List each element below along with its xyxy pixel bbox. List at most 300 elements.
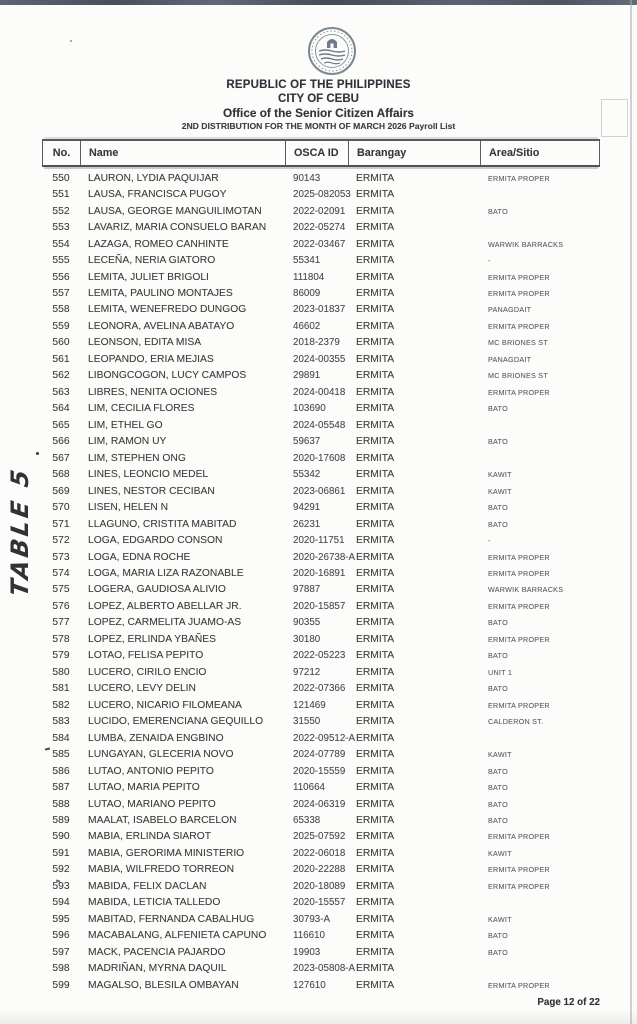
row-number-cell: 591 (52, 847, 70, 859)
table-row (42, 746, 600, 762)
area-sitio-cell: BATO (488, 947, 508, 957)
city-title: CITY OF CEBU (278, 93, 359, 105)
table-row (42, 401, 600, 417)
row-number-cell: 585 (52, 749, 70, 761)
table-row (42, 598, 600, 614)
name-cell: LLAGUNO, CRISTITA MABITAD (88, 518, 237, 530)
name-cell: LOGA, EDNA ROCHE (88, 551, 191, 563)
name-cell: LOGA, MARIA LIZA RAZONABLE (88, 567, 244, 579)
row-number-cell: 580 (52, 666, 70, 678)
barangay-cell: ERMITA (356, 650, 395, 662)
osca-id-cell: 29891 (293, 370, 321, 382)
barangay-cell: ERMITA (356, 963, 395, 975)
table-row (42, 434, 600, 450)
osca-id-cell: 2022-05274 (293, 222, 346, 234)
scan-speck (70, 40, 72, 42)
area-sitio-cell: - (488, 536, 491, 546)
table-row (42, 779, 600, 795)
area-sitio-cell: KAWIT (488, 914, 512, 924)
scan-top-edge (0, 0, 637, 5)
osca-id-cell: 86009 (293, 288, 321, 300)
osca-id-cell: 2023-01837 (293, 304, 346, 316)
area-sitio-cell: ERMITA PROPER (488, 980, 550, 990)
area-sitio-cell: ERMITA PROPER (488, 387, 550, 397)
row-number-cell: 575 (52, 584, 70, 596)
name-cell: LUNGAYAN, GLECERIA NOVO (88, 749, 234, 761)
scan-right-edge (630, 0, 632, 1024)
area-sitio-cell: BATO (488, 931, 508, 941)
name-cell: LEMITA, PAULINO MONTAJES (88, 288, 233, 300)
osca-id-cell: 97887 (293, 584, 321, 596)
barangay-cell: ERMITA (356, 238, 395, 250)
osca-id-cell: 2020-15557 (293, 897, 346, 909)
barangay-cell: ERMITA (356, 551, 395, 563)
table-row (42, 417, 600, 433)
barangay-cell: ERMITA (356, 518, 395, 530)
barangay-cell: ERMITA (356, 749, 395, 761)
area-sitio-cell: ERMITA PROPER (488, 700, 550, 710)
area-sitio-cell: ERMITA PROPER (488, 865, 550, 875)
barangay-cell: ERMITA (356, 732, 395, 744)
table-row (42, 977, 600, 993)
barangay-cell: ERMITA (356, 419, 395, 431)
row-number-cell: 566 (52, 436, 70, 448)
barangay-cell: ERMITA (356, 666, 395, 678)
table-row (42, 730, 600, 746)
row-number-cell: 559 (52, 320, 70, 332)
row-number-cell: 584 (52, 732, 70, 744)
barangay-cell: ERMITA (356, 633, 395, 645)
osca-id-cell: 2020-15559 (293, 765, 346, 777)
row-number-cell: 592 (52, 864, 70, 876)
row-number-cell: 561 (52, 353, 70, 365)
area-sitio-cell: PANAGDAIT (488, 354, 532, 364)
osca-id-cell: 121469 (293, 699, 326, 711)
name-cell: LAUSA, FRANCISCA PUGOY (88, 189, 227, 201)
name-cell: LUCERO, CIRILO ENCIO (88, 666, 207, 678)
table-row (42, 796, 600, 812)
barangay-cell: ERMITA (356, 930, 395, 942)
table-row (42, 895, 600, 911)
name-cell: LUCERO, LEVY DELIN (88, 683, 196, 695)
barangay-cell: ERMITA (356, 255, 395, 267)
row-number-cell: 567 (52, 452, 70, 464)
name-cell: LEOPANDO, ERIA MEJIAS (88, 353, 214, 365)
table-row (42, 812, 600, 828)
osca-id-cell: 2020-17608 (293, 452, 346, 464)
area-sitio-cell: BATO (488, 816, 508, 826)
name-cell: LINES, LEONCIO MEDEL (88, 469, 209, 481)
osca-id-cell: 2022-07366 (293, 683, 346, 695)
osca-id-cell: 127610 (293, 979, 326, 991)
name-cell: LISEN, HELEN N (88, 502, 169, 514)
table-row (42, 615, 600, 631)
row-number-cell: 572 (52, 535, 70, 547)
row-number-cell: 581 (52, 683, 70, 695)
osca-id-cell: 110664 (293, 782, 325, 794)
row-number-cell: 586 (52, 765, 70, 777)
osca-id-cell: 55341 (293, 255, 321, 267)
osca-id-cell: 2023-06861 (293, 485, 346, 497)
osca-id-cell: 65338 (293, 815, 321, 827)
name-cell: LIM, ETHEL GO (88, 419, 163, 431)
barangay-cell: ERMITA (356, 452, 395, 464)
table-row (42, 450, 600, 466)
area-sitio-cell: CALDERON ST. (488, 717, 544, 727)
row-number-cell: 550 (52, 172, 70, 184)
name-cell: LEMITA, WENEFREDO DUNGOG (88, 304, 247, 316)
row-number-cell: 569 (52, 485, 70, 497)
area-sitio-cell: BATO (488, 519, 508, 529)
table-row (42, 697, 600, 713)
distribution-subtitle: 2ND DISTRIBUTION FOR THE MONTH OF MARCH 2026 Payroll List (181, 121, 456, 131)
name-cell: MABIA, ERLINDA SIAROT (88, 831, 212, 843)
barangay-cell: ERMITA (356, 370, 395, 382)
column-header-area-sitio: Area/Sitio (480, 141, 600, 165)
osca-id-cell: 2024-00418 (293, 386, 346, 398)
name-cell: MABIA, GERORIMA MINISTERIO (88, 847, 245, 859)
table-row (42, 631, 600, 647)
area-sitio-cell: BATO (488, 618, 508, 628)
osca-id-cell: 2022-05223 (293, 650, 346, 662)
area-sitio-cell: BATO (488, 766, 508, 776)
table-row (42, 664, 600, 680)
osca-id-cell: 94291 (293, 502, 321, 514)
barangay-cell: ERMITA (356, 304, 395, 316)
area-sitio-cell: ERMITA PROPER (488, 321, 550, 331)
row-number-cell: 589 (52, 815, 70, 827)
table-row (42, 928, 600, 944)
table-row (42, 862, 600, 878)
osca-id-cell: 2020-15857 (293, 600, 346, 612)
table-row (42, 582, 600, 598)
area-sitio-cell: KAWIT (488, 486, 512, 496)
barangay-cell: ERMITA (356, 502, 395, 514)
barangay-cell: ERMITA (356, 469, 395, 481)
row-number-cell: 562 (52, 370, 70, 382)
area-sitio-cell: ERMITA PROPER (488, 832, 550, 842)
name-cell: MABITAD, FERNANDA CABALHUG (88, 913, 255, 925)
barangay-cell: ERMITA (356, 946, 395, 958)
row-number-cell: 568 (52, 469, 70, 481)
barangay-cell: ERMITA (356, 320, 395, 332)
barangay-cell: ERMITA (356, 880, 395, 892)
osca-id-cell: 97212 (293, 666, 321, 678)
osca-id-cell: 111804 (293, 271, 325, 283)
area-sitio-cell: KAWIT (488, 470, 512, 480)
scan-speck (36, 452, 39, 455)
name-cell: LEONORA, AVELINA ABATAYO (88, 320, 235, 332)
row-number-cell: 577 (52, 617, 70, 629)
area-sitio-cell: MC BRIONES ST (488, 338, 548, 348)
area-sitio-cell: BATO (488, 651, 508, 661)
row-number-cell: 599 (52, 979, 70, 991)
column-header-name: Name (80, 141, 285, 165)
name-cell: LOPEZ, ALBERTO ABELLAR JR. (88, 600, 242, 612)
payroll-table (42, 139, 600, 993)
barangay-cell: ERMITA (356, 403, 395, 415)
barangay-cell: ERMITA (356, 222, 395, 234)
osca-id-cell: 30180 (293, 633, 321, 645)
row-number-cell: 593 (52, 880, 70, 892)
table-header-row (42, 139, 600, 167)
name-cell: LIM, STEPHEN ONG (88, 452, 186, 464)
osca-id-cell: 2023-05808-A (293, 963, 356, 975)
osca-id-cell: 26231 (293, 518, 321, 530)
barangay-cell: ERMITA (356, 337, 395, 349)
table-row (42, 713, 600, 729)
osca-cebu-seal-icon (307, 26, 357, 76)
area-sitio-cell: ERMITA PROPER (488, 634, 550, 644)
osca-id-cell: 90143 (293, 172, 321, 184)
table-row (42, 532, 600, 548)
table-body (42, 167, 600, 993)
name-cell: MABIDA, FELIX DACLAN (88, 880, 207, 892)
row-number-cell: 560 (52, 337, 70, 349)
name-cell: MACABALANG, ALFENIETA CAPUNO (88, 930, 267, 942)
barangay-cell: ERMITA (356, 353, 395, 365)
barangay-cell: ERMITA (356, 765, 395, 777)
osca-id-cell: 2020-16891 (293, 567, 346, 579)
osca-id-cell: 2024-06319 (293, 798, 346, 810)
row-number-cell: 551 (52, 189, 70, 201)
osca-id-cell: 90355 (293, 617, 321, 629)
name-cell: MADRIÑAN, MYRNA DAQUIL (88, 963, 227, 975)
name-cell: LOGERA, GAUDIOSA ALIVIO (88, 584, 226, 596)
row-number-cell: 579 (52, 650, 70, 662)
name-cell: LAVARIZ, MARIA CONSUELO BARAN (88, 222, 267, 234)
table-row (42, 944, 600, 960)
table-row (42, 351, 600, 367)
row-number-cell: 582 (52, 699, 70, 711)
row-number-cell: 571 (52, 518, 70, 530)
name-cell: LEMITA, JULIET BRIGOLI (88, 271, 209, 283)
barangay-cell: ERMITA (356, 798, 395, 810)
osca-id-cell: 103690 (293, 403, 326, 415)
osca-id-cell: 2022-03467 (293, 238, 346, 250)
name-cell: LOTAO, FELISA PEPITO (88, 650, 204, 662)
area-sitio-cell: BATO (488, 783, 508, 793)
row-number-cell: 597 (52, 946, 70, 958)
row-number-cell: 596 (52, 930, 70, 942)
barangay-cell: ERMITA (356, 436, 395, 448)
osca-id-cell: 2024-05548 (293, 419, 346, 431)
table-row (42, 170, 600, 186)
name-cell: LIM, RAMON UY (88, 436, 167, 448)
table-row (42, 219, 600, 235)
area-sitio-cell: BATO (488, 684, 508, 694)
area-sitio-cell: ERMITA PROPER (488, 881, 550, 891)
osca-id-cell: 2025-07592 (293, 831, 346, 843)
row-number-cell: 552 (52, 205, 70, 217)
row-number-cell: 594 (52, 897, 70, 909)
name-cell: LUTAO, MARIANO PEPITO (88, 798, 216, 810)
row-number-cell: 590 (52, 831, 70, 843)
osca-id-cell: 2022-09512-A (293, 732, 356, 744)
row-number-cell: 558 (52, 304, 70, 316)
row-number-cell: 587 (52, 782, 70, 794)
table-row (42, 516, 600, 532)
name-cell: LIM, CECILIA FLORES (88, 403, 195, 415)
barangay-cell: ERMITA (356, 716, 395, 728)
name-cell: LECEÑA, NERIA GIATORO (88, 255, 216, 267)
barangay-cell: ERMITA (356, 831, 395, 843)
row-number-cell: 595 (52, 913, 70, 925)
area-sitio-cell: ERMITA PROPER (488, 289, 550, 299)
row-number-cell: 598 (52, 963, 70, 975)
barangay-cell: ERMITA (356, 189, 395, 201)
column-header-no: No. (42, 141, 80, 165)
area-sitio-cell: BATO (488, 404, 508, 414)
row-number-cell: 563 (52, 386, 70, 398)
barangay-cell: ERMITA (356, 699, 395, 711)
barangay-cell: ERMITA (356, 600, 395, 612)
name-cell: LAUSA, GEORGE MANGUILIMOTAN (88, 205, 262, 217)
table-row (42, 236, 600, 252)
table-row (42, 911, 600, 927)
barangay-cell: ERMITA (356, 864, 395, 876)
area-sitio-cell: MC BRIONES ST (488, 371, 548, 381)
table-row (42, 483, 600, 499)
name-cell: LUCERO, NICARIO FILOMEANA (88, 699, 242, 711)
office-title: Office of the Senior Citizen Affairs (223, 106, 414, 120)
area-sitio-cell: BATO (488, 206, 508, 216)
row-number-cell: 573 (52, 551, 70, 563)
barangay-cell: ERMITA (356, 172, 395, 184)
barangay-cell: ERMITA (356, 271, 395, 283)
area-sitio-cell: BATO (488, 799, 508, 809)
table-row (42, 878, 600, 894)
table-row (42, 565, 600, 581)
area-sitio-cell: WARWIK BARRACKS (488, 239, 564, 249)
barangay-cell: ERMITA (356, 584, 395, 596)
table-row (42, 318, 600, 334)
area-sitio-cell: ERMITA PROPER (488, 173, 550, 183)
handwritten-table5-annotation: TABLE 5 (6, 464, 34, 599)
area-sitio-cell: ERMITA PROPER (488, 552, 550, 562)
table-row (42, 269, 600, 285)
barangay-cell: ERMITA (356, 567, 395, 579)
barangay-cell: ERMITA (356, 485, 395, 497)
row-number-cell: 570 (52, 502, 70, 514)
name-cell: LIBRES, NENITA OCIONES (88, 386, 218, 398)
osca-id-cell: 30793-A (293, 913, 331, 925)
osca-id-cell: 59637 (293, 436, 321, 448)
name-cell: MABIA, WILFREDO TORREON (88, 864, 235, 876)
osca-id-cell: 2022-06018 (293, 847, 346, 859)
barangay-cell: ERMITA (356, 683, 395, 695)
name-cell: LINES, NESTOR CECIBAN (88, 485, 215, 497)
name-cell: MACK, PACENCIA PAJARDO (88, 946, 226, 958)
table-row (42, 252, 600, 268)
barangay-cell: ERMITA (356, 205, 395, 217)
table-row (42, 203, 600, 219)
barangay-cell: ERMITA (356, 617, 395, 629)
row-number-cell: 588 (52, 798, 70, 810)
osca-id-cell: 2020-11751 (293, 535, 345, 547)
name-cell: MAALAT, ISABELO BARCELON (88, 815, 237, 827)
name-cell: LOPEZ, CARMELITA JUAMO-AS (88, 617, 242, 629)
name-cell: LOPEZ, ERLINDA YBAÑES (88, 633, 216, 645)
name-cell: MABIDA, LETICIA TALLEDO (88, 897, 221, 909)
name-cell: MAGALSO, BLESILA OMBAYAN (88, 979, 239, 991)
name-cell: LAZAGA, ROMEO CANHINTE (88, 238, 229, 250)
area-sitio-cell: BATO (488, 503, 508, 513)
area-sitio-cell: KAWIT (488, 750, 512, 760)
row-number-cell: 576 (52, 600, 70, 612)
osca-id-cell: 2025-082053 (293, 189, 351, 201)
scan-bottom-shading (0, 1010, 637, 1024)
table-row (42, 285, 600, 301)
area-sitio-cell: ERMITA PROPER (488, 601, 550, 611)
name-cell: LUTAO, ANTONIO PEPITO (88, 765, 214, 777)
name-cell: LAURON, LYDIA PAQUIJAR (88, 172, 219, 184)
row-number-cell: 578 (52, 633, 70, 645)
barangay-cell: ERMITA (356, 386, 395, 398)
osca-id-cell: 19903 (293, 946, 321, 958)
table-row (42, 681, 600, 697)
row-number-cell: 564 (52, 403, 70, 415)
table-row (42, 466, 600, 482)
table-row (42, 335, 600, 351)
barangay-cell: ERMITA (356, 815, 395, 827)
osca-id-cell: 2020-26738-A (293, 551, 356, 563)
row-number-cell: 583 (52, 716, 70, 728)
osca-id-cell: 2024-07789 (293, 749, 346, 761)
area-sitio-cell: WARWIK BARRACKS (488, 585, 564, 595)
table-row (42, 302, 600, 318)
name-cell: LUCIDO, EMERENCIANA GEQUILLO (88, 716, 264, 728)
osca-id-cell: 46602 (293, 320, 321, 332)
column-header-barangay: Barangay (348, 141, 480, 165)
area-sitio-cell: ERMITA PROPER (488, 272, 550, 282)
table-row (42, 961, 600, 977)
osca-id-cell: 55342 (293, 469, 321, 481)
name-cell: LEONSON, EDITA MISA (88, 337, 202, 349)
table-row (42, 845, 600, 861)
table-row (42, 186, 600, 202)
table-row (42, 499, 600, 515)
table-row (42, 763, 600, 779)
table-row (42, 648, 600, 664)
column-header-osca-id: OSCA ID (285, 141, 348, 165)
area-sitio-cell: - (488, 256, 491, 266)
name-cell: LIBONGCOGON, LUCY CAMPOS (88, 370, 247, 382)
area-sitio-cell: PANAGDAIT (488, 305, 532, 315)
row-number-cell: 556 (52, 271, 70, 283)
barangay-cell: ERMITA (356, 288, 395, 300)
row-number-cell: 574 (52, 567, 70, 579)
republic-title: REPUBLIC OF THE PHILIPPINES (226, 79, 411, 91)
area-sitio-cell: KAWIT (488, 848, 512, 858)
row-number-cell: 553 (52, 222, 70, 234)
osca-id-cell: 2022-02091 (293, 205, 346, 217)
barangay-cell: ERMITA (356, 847, 395, 859)
area-sitio-cell: UNIT 1 (488, 667, 513, 677)
area-sitio-cell: ERMITA PROPER (488, 568, 550, 578)
row-number-cell: 555 (52, 255, 70, 267)
name-cell: LUTAO, MARIA PEPITO (88, 782, 200, 794)
name-cell: LUMBA, ZENAIDA ENGBINO (88, 732, 224, 744)
osca-id-cell: 2024-00355 (293, 353, 346, 365)
row-number-cell: 557 (52, 288, 70, 300)
osca-id-cell: 2020-18089 (293, 880, 346, 892)
page-number: Page 12 of 22 (537, 997, 600, 1008)
osca-id-cell: 116610 (293, 930, 325, 942)
table-row (42, 549, 600, 565)
barangay-cell: ERMITA (356, 535, 395, 547)
area-sitio-cell: BATO (488, 437, 508, 447)
